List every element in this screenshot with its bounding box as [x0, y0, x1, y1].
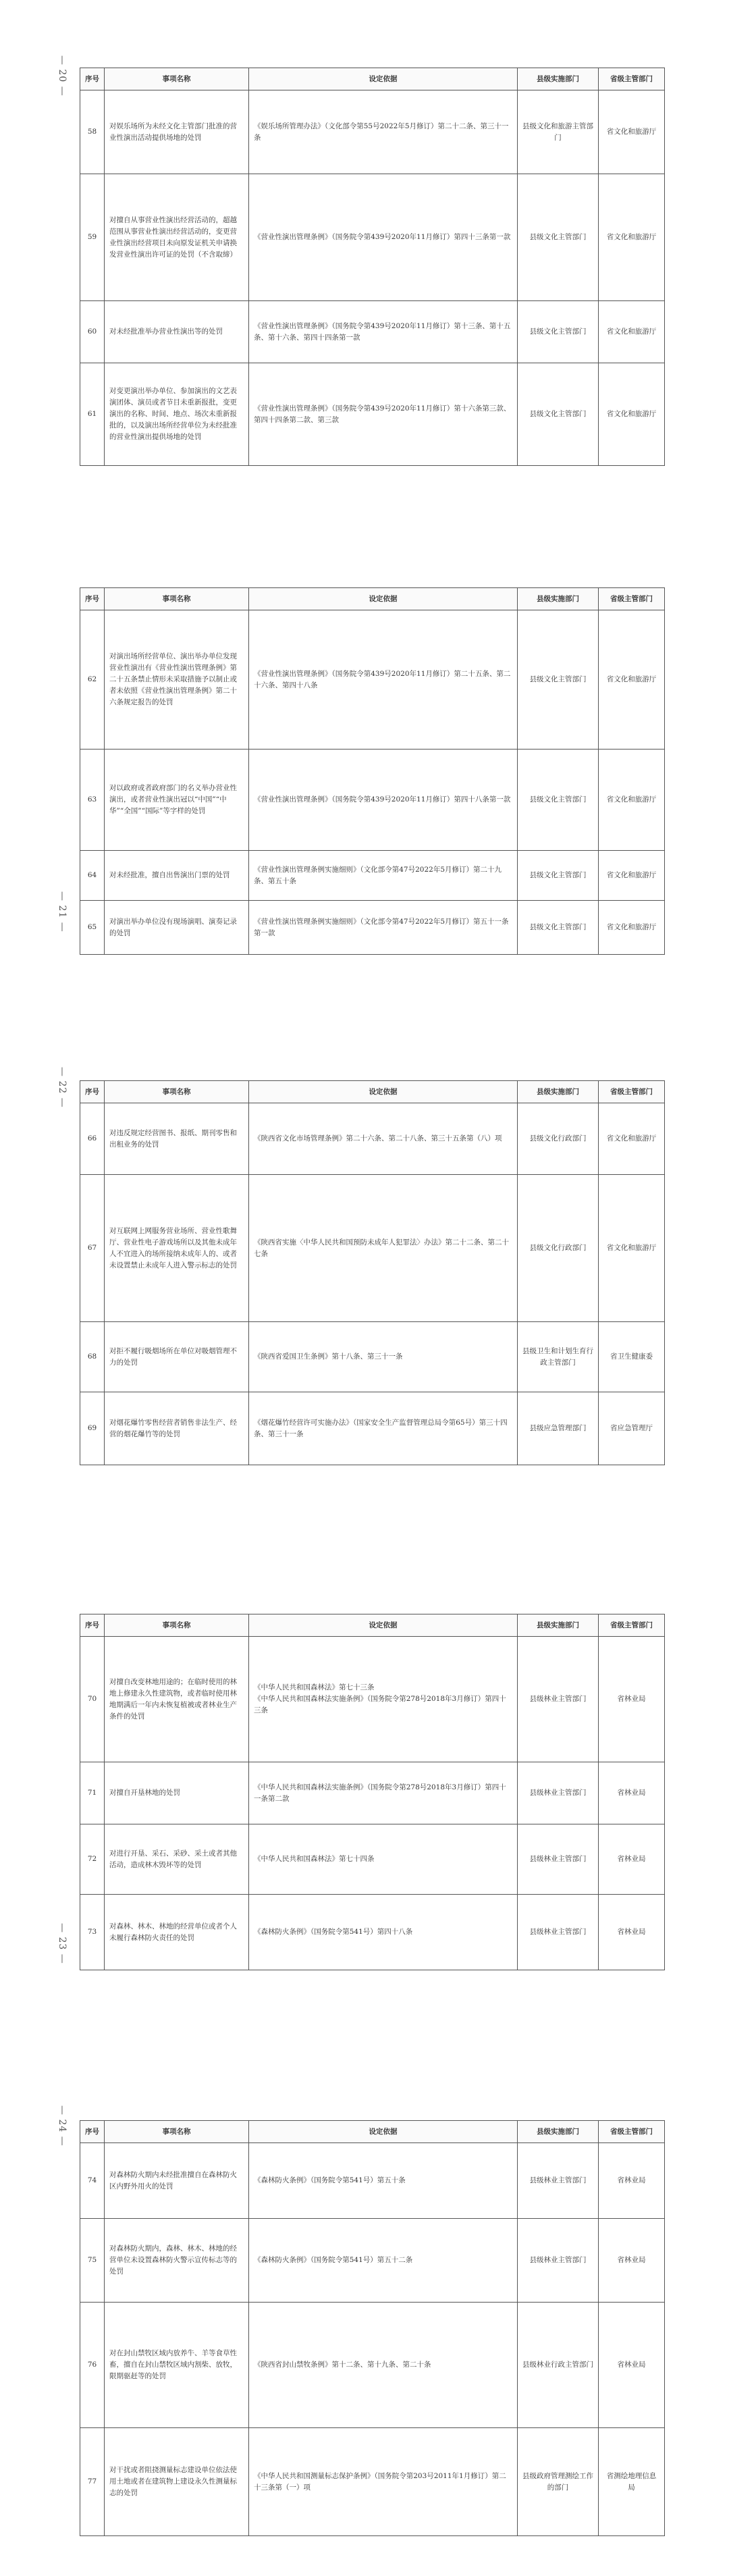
row-no: 61 [80, 363, 105, 466]
row-basis: 《中华人民共和国森林法》第七十四条 [249, 1824, 518, 1895]
row-no: 69 [80, 1392, 105, 1465]
row-province: 省林业局 [599, 2303, 665, 2428]
header-no: 序号 [80, 1081, 105, 1103]
table-row [80, 1762, 665, 1824]
table-row [80, 2219, 665, 2303]
page-22 [0, 1026, 729, 1513]
row-county: 县级文化主管部门 [518, 901, 599, 955]
table-row [80, 363, 665, 466]
page-number: — 24 — [57, 2105, 68, 2147]
header-no: 序号 [80, 68, 105, 90]
row-name: 对以政府或者政府部门的名义举办营业性演出，或者营业性演出冠以“中国”“中华”“全国”“国际”等字样的处罚 [105, 750, 249, 851]
row-county: 县级林业主管部门 [518, 1637, 599, 1762]
row-province: 省文化和旅游厅 [599, 1103, 665, 1175]
row-name: 对娱乐场所为未经文化主管部门批准的营业性演出活动提供场地的处罚 [105, 90, 249, 174]
table-row [80, 90, 665, 174]
table-header-row [80, 1614, 665, 1637]
matters-table [80, 587, 665, 955]
table-header-row [80, 2121, 665, 2143]
row-county: 县级文化主管部门 [518, 174, 599, 301]
row-county: 县级林业主管部门 [518, 1824, 599, 1895]
table-row [80, 2143, 665, 2219]
row-basis: 《中华人民共和国测量标志保护条例》（国务院令第203号2011年1月修订）第二十三条第（一）项 [249, 2428, 518, 2536]
row-basis: 《陕西省爱国卫生条例》第十八条、第三十一条 [249, 1322, 518, 1392]
row-province: 省林业局 [599, 1762, 665, 1824]
page-23 [0, 1546, 729, 2026]
header-name: 事项名称 [105, 1614, 249, 1637]
row-basis: 《营业性演出管理条例》（国务院令第439号2020年11月修订）第二十五条、第二十六条、第四十八条 [249, 610, 518, 750]
header-name: 事项名称 [105, 68, 249, 90]
page-20 [0, 0, 729, 473]
row-county: 县级文化和旅游主管部门 [518, 90, 599, 174]
row-county: 县级文化主管部门 [518, 851, 599, 901]
page-24 [0, 2066, 729, 2576]
row-county: 县级林业主管部门 [518, 1762, 599, 1824]
row-no: 75 [80, 2219, 105, 2303]
row-basis: 《营业性演出管理条例实施细则》（文化部令第47号2022年5月修订）第二十九条、第五十条 [249, 851, 518, 901]
row-county: 县级文化行政部门 [518, 1103, 599, 1175]
page-21 [0, 513, 729, 986]
row-name: 对擅自改变林地用途的；在临时使用的林地上修建永久性建筑物，或者临时使用林地期满后一年内未恢复植被或者林业生产条件的处罚 [105, 1637, 249, 1762]
row-province: 省文化和旅游厅 [599, 301, 665, 363]
row-no: 60 [80, 301, 105, 363]
table-row [80, 174, 665, 301]
table-row [80, 851, 665, 901]
table-row [80, 901, 665, 955]
row-province: 省文化和旅游厅 [599, 901, 665, 955]
row-province: 省文化和旅游厅 [599, 610, 665, 750]
table-row [80, 2303, 665, 2428]
row-province: 省应急管理厅 [599, 1392, 665, 1465]
row-no: 76 [80, 2303, 105, 2428]
row-basis: 《营业性演出管理条例》（国务院令第439号2020年11月修订）第十六条第三款、第四十四条第二款、第三款 [249, 363, 518, 466]
header-province: 省级主管部门 [599, 588, 665, 610]
row-basis: 《森林防火条例》（国务院令第541号）第五十条 [249, 2143, 518, 2219]
table-header-row [80, 588, 665, 610]
header-name: 事项名称 [105, 1081, 249, 1103]
row-name: 对在封山禁牧区域内放养牛、羊等食草性畜，擅自在封山禁牧区域内割柴、放牧，限期驱赶等的处罚 [105, 2303, 249, 2428]
row-province: 省林业局 [599, 1824, 665, 1895]
row-name: 对未经批准，擅自出售演出门票的处罚 [105, 851, 249, 901]
table-header-row [80, 68, 665, 90]
row-name: 对变更演出举办单位、参加演出的文艺表演团体、演员或者节目未重新报批，变更演出的名称、时间、地点、场次未重新报批的，以及演出场所经营单位为未经批准的营业性演出提供场地的处罚 [105, 363, 249, 466]
row-name: 对森林、林木、林地的经营单位或者个人未履行森林防火责任的处罚 [105, 1895, 249, 1970]
row-province: 省林业局 [599, 2219, 665, 2303]
row-county: 县级文化主管部门 [518, 363, 599, 466]
header-province: 省级主管部门 [599, 2121, 665, 2143]
row-no: 59 [80, 174, 105, 301]
header-county: 县级实施部门 [518, 1614, 599, 1637]
row-no: 73 [80, 1895, 105, 1970]
row-province: 省文化和旅游厅 [599, 851, 665, 901]
header-name: 事项名称 [105, 588, 249, 610]
header-county: 县级实施部门 [518, 2121, 599, 2143]
row-province: 省林业局 [599, 1895, 665, 1970]
header-basis: 设定依据 [249, 1614, 518, 1637]
row-province: 省文化和旅游厅 [599, 90, 665, 174]
row-no: 63 [80, 750, 105, 851]
row-no: 67 [80, 1175, 105, 1322]
row-province: 省文化和旅游厅 [599, 750, 665, 851]
row-county: 县级文化主管部门 [518, 750, 599, 851]
matters-table [80, 2120, 665, 2536]
header-basis: 设定依据 [249, 588, 518, 610]
row-county: 县级应急管理部门 [518, 1392, 599, 1465]
row-county: 县级林业主管部门 [518, 2143, 599, 2219]
row-no: 72 [80, 1824, 105, 1895]
table-row [80, 1392, 665, 1465]
header-basis: 设定依据 [249, 2121, 518, 2143]
row-name: 对违反规定经营图书、报纸、期刊零售和出租业务的处罚 [105, 1103, 249, 1175]
header-province: 省级主管部门 [599, 1081, 665, 1103]
row-county: 县级文化行政部门 [518, 1175, 599, 1322]
row-basis: 《营业性演出管理条例实施细则》（文化部令第47号2022年5月修订）第五十一条第一款 [249, 901, 518, 955]
table-row [80, 1824, 665, 1895]
page-number: — 23 — [57, 1923, 68, 1964]
row-basis: 《陕西省实施〈中华人民共和国预防未成年人犯罪法〉办法》第二十二条、第二十七条 [249, 1175, 518, 1322]
header-county: 县级实施部门 [518, 68, 599, 90]
matters-table [80, 68, 665, 466]
row-no: 58 [80, 90, 105, 174]
row-basis: 《娱乐场所管理办法》（文化部令第55号2022年5月修订）第二十二条、第三十一条 [249, 90, 518, 174]
header-province: 省级主管部门 [599, 68, 665, 90]
table-row [80, 1103, 665, 1175]
header-no: 序号 [80, 2121, 105, 2143]
matters-table [80, 1614, 665, 1970]
row-basis: 《森林防火条例》（国务院令第541号）第四十八条 [249, 1895, 518, 1970]
row-basis: 《烟花爆竹经营许可实施办法》（国家安全生产监督管理总局令第65号）第三十四条、第三十一条 [249, 1392, 518, 1465]
table-row [80, 1637, 665, 1762]
row-basis: 《营业性演出管理条例》（国务院令第439号2020年11月修订）第十三条、第十五条、第十六条、第四十四条第一款 [249, 301, 518, 363]
table-row [80, 750, 665, 851]
row-name: 对森林防火期内未经批准擅自在森林防火区内野外用火的处罚 [105, 2143, 249, 2219]
row-name: 对擅自开垦林地的处罚 [105, 1762, 249, 1824]
row-province: 省林业局 [599, 1637, 665, 1762]
row-name: 对互联网上网服务营业场所、营业性歌舞厅、营业性电子游戏场所以及其他未成年人不宜进入的场所接纳未成年人的、或者未设置禁止未成年人进入警示标志的处罚 [105, 1175, 249, 1322]
row-name: 对拒不履行吸烟场所在单位对吸烟管理不力的处罚 [105, 1322, 249, 1392]
header-name: 事项名称 [105, 2121, 249, 2143]
table-row [80, 1175, 665, 1322]
row-name: 对未经批准举办营业性演出等的处罚 [105, 301, 249, 363]
row-basis: 《陕西省文化市场管理条例》第二十六条、第二十八条、第三十五条第（八）项 [249, 1103, 518, 1175]
row-province: 省林业局 [599, 2143, 665, 2219]
row-county: 县级林业行政主管部门 [518, 2303, 599, 2428]
table-row [80, 1895, 665, 1970]
table-row [80, 1322, 665, 1392]
row-county: 县级林业主管部门 [518, 2219, 599, 2303]
page-number: — 21 — [57, 891, 68, 932]
header-county: 县级实施部门 [518, 588, 599, 610]
row-basis: 《营业性演出管理条例》（国务院令第439号2020年11月修订）第四十八条第一款 [249, 750, 518, 851]
matters-table [80, 1080, 665, 1465]
table-row [80, 301, 665, 363]
row-no: 70 [80, 1637, 105, 1762]
table-row [80, 2428, 665, 2536]
table-row [80, 610, 665, 750]
row-no: 71 [80, 1762, 105, 1824]
row-name: 对干扰或者阻挠测量标志建设单位依法使用土地或者在建筑物上建设永久性测量标志的处罚 [105, 2428, 249, 2536]
row-province: 省文化和旅游厅 [599, 174, 665, 301]
row-province: 省文化和旅游厅 [599, 363, 665, 466]
page-number: — 22 — [57, 1067, 68, 1108]
header-basis: 设定依据 [249, 1081, 518, 1103]
row-county: 县级林业主管部门 [518, 1895, 599, 1970]
row-no: 65 [80, 901, 105, 955]
row-no: 77 [80, 2428, 105, 2536]
page-number: — 20 — [57, 55, 68, 97]
row-basis: 《中华人民共和国森林法实施条例》（国务院令第278号2018年3月修订）第四十一条第二款 [249, 1762, 518, 1824]
row-no: 68 [80, 1322, 105, 1392]
table-header-row [80, 1081, 665, 1103]
header-county: 县级实施部门 [518, 1081, 599, 1103]
row-no: 66 [80, 1103, 105, 1175]
row-basis: 《森林防火条例》（国务院令第541号）第五十二条 [249, 2219, 518, 2303]
header-no: 序号 [80, 588, 105, 610]
row-county: 县级文化主管部门 [518, 301, 599, 363]
header-province: 省级主管部门 [599, 1614, 665, 1637]
header-basis: 设定依据 [249, 68, 518, 90]
row-basis: 《陕西省封山禁牧条例》第十二条、第十九条、第二十条 [249, 2303, 518, 2428]
row-no: 64 [80, 851, 105, 901]
row-basis: 《中华人民共和国森林法》第七十三条 《中华人民共和国森林法实施条例》（国务院令第278号2018年3月修订）第四十三条 [249, 1637, 518, 1762]
row-name: 对烟花爆竹零售经营者销售非法生产、经营的烟花爆竹等的处罚 [105, 1392, 249, 1465]
row-no: 62 [80, 610, 105, 750]
row-name: 对进行开垦、采石、采砂、采土或者其他活动，造成林木毁坏等的处罚 [105, 1824, 249, 1895]
row-name: 对森林防火期内，森林、林木、林地的经营单位未设置森林防火警示宣传标志等的处罚 [105, 2219, 249, 2303]
row-basis: 《营业性演出管理条例》（国务院令第439号2020年11月修订）第四十三条第一款 [249, 174, 518, 301]
row-name: 对擅自从事营业性演出经营活动的，超越范围从事营业性演出经营活动的，变更营业性演出经营项目未向原发证机关申请换发营业性演出许可证的处罚（不含取缔） [105, 174, 249, 301]
row-province: 省文化和旅游厅 [599, 1175, 665, 1322]
row-county: 县级政府管理测绘工作的部门 [518, 2428, 599, 2536]
row-province: 省卫生健康委 [599, 1322, 665, 1392]
row-province: 省测绘地理信息局 [599, 2428, 665, 2536]
row-name: 对演出场所经营单位、演出举办单位发现营业性演出有《营业性演出管理条例》第二十五条禁止情形未采取措施予以制止或者未依照《营业性演出管理条例》第二十六条规定报告的处罚 [105, 610, 249, 750]
header-no: 序号 [80, 1614, 105, 1637]
row-no: 74 [80, 2143, 105, 2219]
row-county: 县级卫生和计划生育行政主管部门 [518, 1322, 599, 1392]
row-name: 对演出举办单位没有现场演唱、演奏记录的处罚 [105, 901, 249, 955]
row-county: 县级文化主管部门 [518, 610, 599, 750]
